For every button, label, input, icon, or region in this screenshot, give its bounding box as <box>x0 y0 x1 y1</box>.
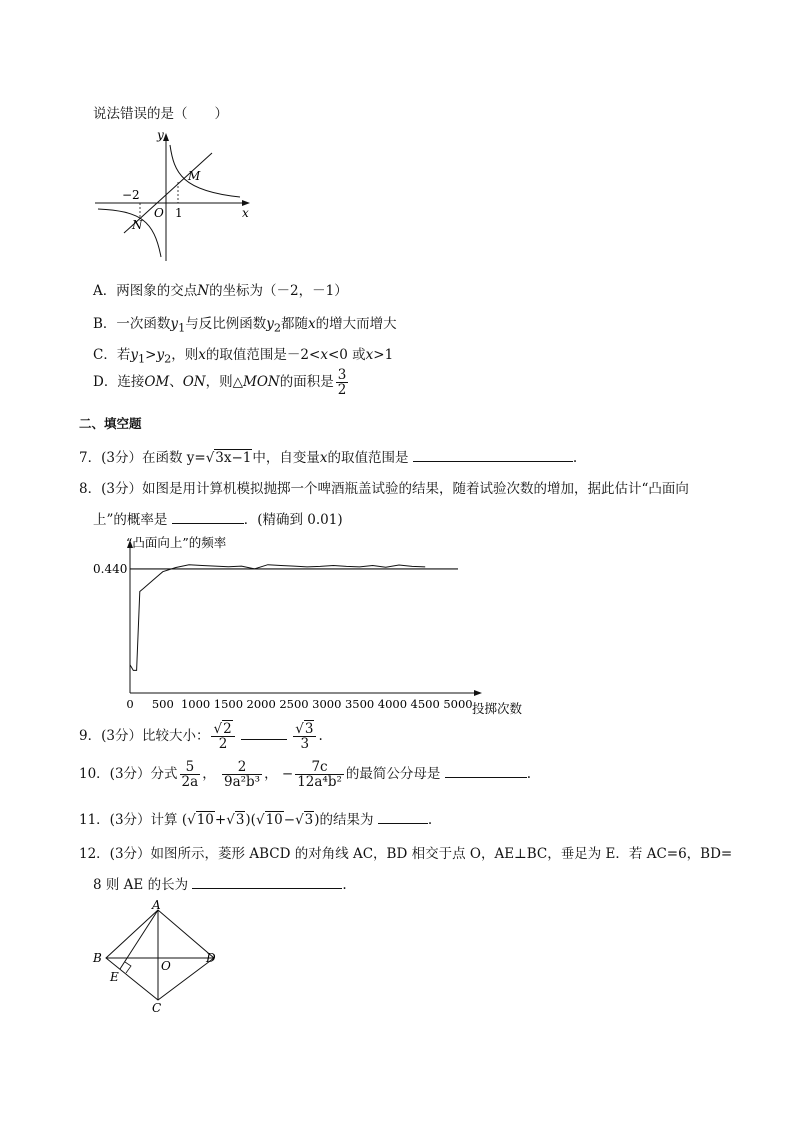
question-12-line2: 8 则 AE 的长为 . <box>93 877 347 893</box>
chart-x-tick-label: 3500 <box>344 697 375 711</box>
answer-blank-9 <box>241 738 287 740</box>
right-angle-mark <box>125 962 131 973</box>
chart-x-tick-label: 1000 <box>180 697 211 711</box>
question-12-line1: 12．(3分）如图所示，菱形 ABCD 的对角线 AC，BD 相交于点 O，AE⊥BC，垂足为 E．若 AC=6，BD= <box>79 846 733 862</box>
answer-blank-7 <box>413 460 573 462</box>
q6-stem: 说法错误的是（ ） <box>93 106 228 122</box>
question-8-line1: 8．(3分）如图是用计算机模拟抛掷一个啤酒瓶盖试验的结果，随着试验次数的增加，据此估计“凸面向 <box>79 481 689 497</box>
graph-label-y: y <box>157 128 164 142</box>
graph-label-origin: O <box>154 206 164 220</box>
graph-label-one: 1 <box>175 206 183 220</box>
q6-option-b: B．一次函数$y_1$与反比例函数$y_2$都随x的增大而增大 <box>93 316 397 335</box>
label-c: C <box>152 1001 162 1015</box>
label-d: D <box>206 951 216 965</box>
rhombus-figure <box>88 900 228 1015</box>
question-7: 7．(3分）在函数 y=√3x−1中，自变量x的取值范围是 . <box>79 450 578 466</box>
chart-x-axis-arrow <box>474 690 482 696</box>
chart-reference-label: 0.440 <box>93 561 128 576</box>
chart-x-tick-label: 3000 <box>312 697 342 711</box>
answer-blank-11 <box>378 822 428 824</box>
q6-option-d: D．连接OM、ON，则△MON的面积是 $\frac{3}{2}$ <box>93 367 347 399</box>
chart-x-label: 投掷次数 <box>472 701 523 716</box>
graph-label-m: M <box>188 169 201 183</box>
y-axis-arrow <box>163 133 169 141</box>
answer-blank-12 <box>192 887 342 889</box>
rhombus-outline <box>106 910 214 1000</box>
answer-blank-10 <box>445 776 527 778</box>
label-e: E <box>110 970 119 984</box>
chart-series-line <box>130 565 425 671</box>
section-title: 二、填空题 <box>79 416 142 431</box>
frequency-chart <box>88 530 558 720</box>
q6-option-a: A．两图象的交点N的坐标为（－2，－1） <box>93 283 348 299</box>
chart-plot-area <box>93 535 523 716</box>
question-10: 10．(3分）分式 $\frac{5}{2a}$ ， $\frac{2}{\text{9a²b³}}$ ， − $\frac{7c}{\text{12a⁴b²}}$ 的最简公分母是 . <box>79 759 531 791</box>
chart-x-tick-label: 5000 <box>443 697 473 711</box>
q6-option-c: C．若$y_1>y_2$，则x的取值范围是－2<x<0 或x>1 <box>93 347 394 366</box>
chart-x-tick-label: 2500 <box>279 697 309 711</box>
graph-label-x: x <box>242 206 249 220</box>
graph-label-neg2: −2 <box>122 188 140 202</box>
graph-label-n: N <box>132 218 143 232</box>
answer-blank-8 <box>172 522 244 524</box>
chart-x-tick-label: 500 <box>151 697 174 711</box>
hyperbola-branch-left <box>98 209 161 257</box>
hyperbola-branch-right <box>170 145 240 197</box>
chart-x-tick-label: 2000 <box>246 697 276 711</box>
question-8-line2: 上”的概率是 ．(精确到 0.01) <box>93 512 343 528</box>
label-a: A <box>152 900 161 912</box>
label-b: B <box>93 951 102 965</box>
label-o: O <box>161 959 171 973</box>
chart-y-label: “凸面向上”的频率 <box>126 535 227 550</box>
question-9: 9．(3分）比较大小： $\frac{√2}{2}$ $\frac{√3}{3}$ . <box>79 721 323 753</box>
chart-x-tick-label: 4500 <box>410 697 440 711</box>
chart-x-tick-label: 4000 <box>377 697 408 711</box>
question-11: 11．(3分）计算 (√10+√3)(√10−√3)的结果为 . <box>79 812 433 828</box>
chart-x-tick-label: 1500 <box>213 697 244 711</box>
chart-x-tick-label: 0 <box>126 697 134 711</box>
q6-function-graph <box>90 125 260 265</box>
